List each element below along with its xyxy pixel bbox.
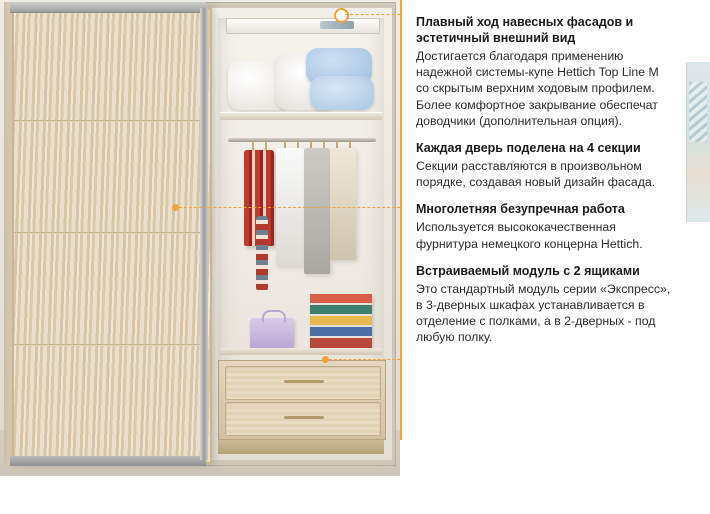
sliding-door bbox=[12, 8, 212, 464]
plinth bbox=[218, 440, 384, 454]
callout-marker-3 bbox=[322, 356, 329, 363]
callout-line-2 bbox=[179, 207, 400, 208]
wardrobe-carcass bbox=[4, 2, 396, 466]
top-light-bar bbox=[226, 18, 380, 34]
door-handle bbox=[200, 8, 208, 460]
garment-gray-coat bbox=[304, 148, 330, 274]
hanging-rail bbox=[228, 138, 376, 142]
led-strip bbox=[320, 21, 354, 29]
door-section-divider-1 bbox=[14, 120, 206, 122]
pillow-blue-2 bbox=[310, 76, 374, 110]
callout-marker-2 bbox=[172, 204, 179, 211]
storage-basket bbox=[250, 318, 294, 350]
drawer-bottom bbox=[225, 402, 381, 436]
features-panel bbox=[400, 0, 686, 440]
feature-title: Плавный ход навесных фасадов и эстетичный внешний вид bbox=[416, 15, 634, 45]
background-poster bbox=[686, 62, 710, 222]
door-rail-top bbox=[10, 2, 206, 13]
shelf-middle bbox=[220, 348, 382, 355]
feature-body: Это стандартный модуль серии «Экспресс», в 3-дверных шкафах устанавливается в отделение с полками, а в 2-дверных - под любую полку. bbox=[416, 281, 671, 345]
drawer-top bbox=[225, 366, 381, 400]
feature-block bbox=[416, 263, 674, 346]
callout-line-3 bbox=[329, 359, 400, 360]
garment-beige-dress bbox=[330, 148, 356, 260]
folded-towels-stack bbox=[310, 294, 372, 350]
feature-block bbox=[416, 14, 674, 129]
drawer-module bbox=[218, 360, 386, 440]
door-section-divider-3 bbox=[14, 344, 206, 346]
feature-block bbox=[416, 201, 674, 251]
door-section-divider-2 bbox=[14, 232, 206, 234]
door-rail-bottom bbox=[10, 456, 206, 466]
feature-title: Каждая дверь поделена на 4 секции bbox=[416, 141, 641, 156]
feature-title: Многолетняя безупречная работа bbox=[416, 202, 625, 217]
garment-scarf bbox=[256, 216, 268, 290]
wardrobe-interior bbox=[210, 8, 392, 460]
feature-body: Секции расставляются в произвольном порядке, создавая новый дизайн фасада. bbox=[416, 159, 656, 190]
feature-body: Достигается благодаря применению надежной системы-купе Hettich Top Line M со скрытым верхним ходовым профилем. Более комфортное закрывание обеспечат доводчики (дополнительная опция). bbox=[416, 49, 659, 128]
feature-body: Используется высококачественная фурнитура немецкого концерна Hettich. bbox=[416, 220, 643, 251]
callout-line-1 bbox=[345, 14, 400, 15]
feature-title: Встраиваемый модуль с 2 ящиками bbox=[416, 263, 640, 278]
shelf-top bbox=[220, 112, 382, 120]
callout-marker-1 bbox=[334, 8, 349, 23]
carcass-left-edge bbox=[4, 2, 12, 466]
feature-block bbox=[416, 140, 674, 190]
